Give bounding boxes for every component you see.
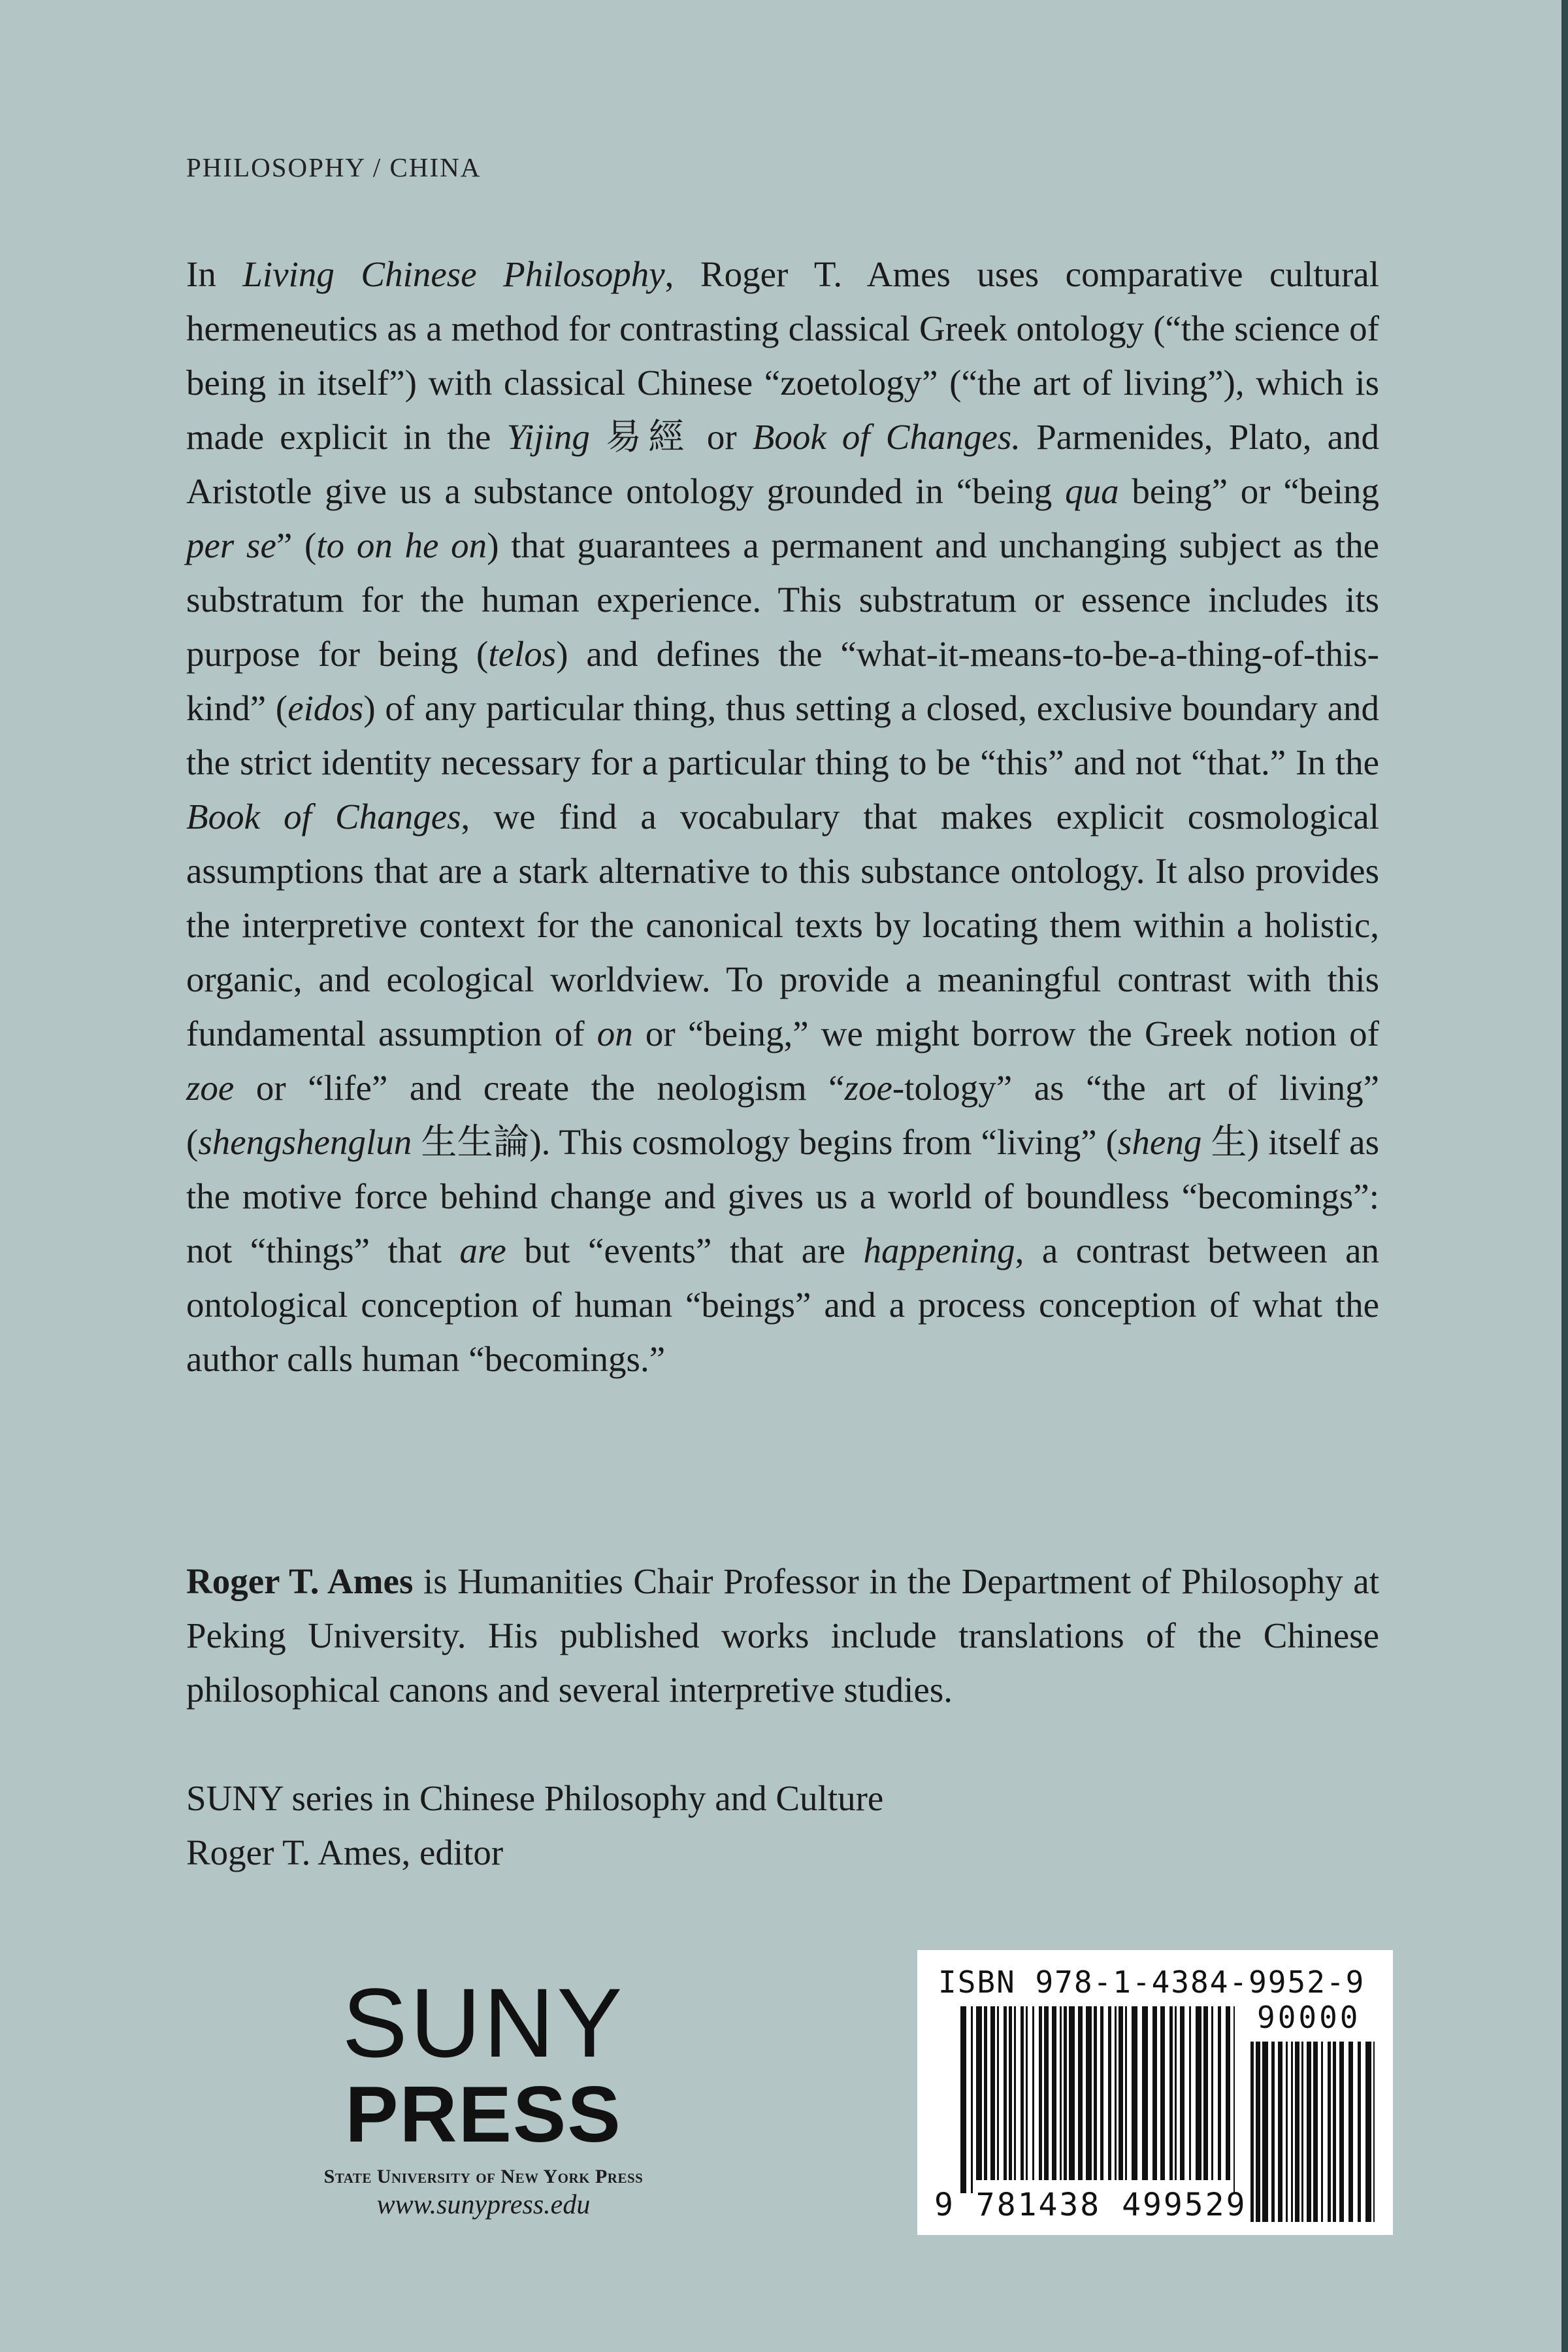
barcode-bar xyxy=(1348,2042,1353,2222)
barcode-bar xyxy=(1152,2006,1157,2180)
series-editor: Roger T. Ames, editor xyxy=(186,1832,504,1872)
barcode-bar xyxy=(1060,2006,1062,2180)
barcode-bar xyxy=(1313,2042,1318,2222)
barcode-bar xyxy=(1365,2042,1371,2222)
barcode-bar xyxy=(1044,2006,1049,2180)
barcode-bar xyxy=(1295,2042,1299,2222)
category-label: PHILOSOPHY / CHINA xyxy=(186,152,482,182)
barcode-bar xyxy=(1196,2006,1201,2180)
barcode-bar xyxy=(1218,2006,1221,2180)
publisher-logo xyxy=(297,1968,670,2221)
barcode-bar xyxy=(1119,2006,1123,2180)
barcode-panel xyxy=(917,1950,1393,2235)
logo-suny-text: SUNY xyxy=(342,1968,625,2078)
description-blurb: In Living Chinese Philosophy, Roger T. Ames uses comparative cultural hermeneutics as a method for contrasting classical Greek ontology (“the science of being in itself”) with classical Chinese “zoetology” (“the art of living”), which is made explicit in the Yijing 易經 or Book of Changes. Parmenides, Plato, and Aristotle give us a substance ontology grounded in “being qua being” or “being per se” (to on he on) that guarantees a permanent and unchanging subject as the substratum for the human experience. This substratum or essence includes its purpose for being (telos) and defines the “what-it-means-to-be-a-thing-of-this-kind” (eidos) of any particular thing, thus setting a closed, exclusive boundary and the strict identity necessary for a particular thing to be “this” and not “that.” In the Book of Changes, we find a vocabulary that makes explicit cosmological assumptions that are a stark alternative to this substance ontology. It also provides the interpretive context for the canonical texts by locating them within a holistic, organic, and ecological worldview. To provide a meaningful contrast with this fundamental assumption of on or “being,” we might borrow the Greek notion of zoe or “life” and create the neologism “zoe-tology” as “the art of living” (shengshenglun 生生論). This cosmology begins from “living” (sheng 生) itself as the motive force behind change and gives us a world of boundless “becomings”: not “things” that are but “events” that are happening, a contrast between an ontological conception of human “beings” and a process conception of what the author calls human “becomings.” xyxy=(186,254,1379,1379)
barcode-bar xyxy=(1052,2006,1056,2180)
barcode-bar xyxy=(1226,2006,1230,2180)
author-bio: Roger T. Ames is Humanities Chair Professor in the Department of Philosophy at Peking University. His published works include translations of the Chinese philosophical canons and several interpretive studies. xyxy=(186,1561,1379,1710)
barcode-bar xyxy=(997,2006,999,2180)
publisher-full-name: State University of New York Press xyxy=(323,2166,644,2187)
logo-press-text: PRESS xyxy=(345,2070,622,2159)
series-info xyxy=(186,1771,883,1880)
barcode-bar xyxy=(1086,2006,1092,2180)
barcode-bar xyxy=(1064,2006,1067,2180)
barcode-bar xyxy=(1301,2042,1303,2222)
barcode-bar xyxy=(1211,2006,1213,2180)
barcode-bar xyxy=(1262,2042,1268,2222)
barcode-bar xyxy=(1203,2006,1208,2180)
barcode-bar xyxy=(1256,2042,1260,2222)
barcode-bar xyxy=(1115,2006,1117,2180)
barcode-bar xyxy=(1180,2006,1184,2180)
series-name: SUNY series in Chinese Philosophy and Culture xyxy=(186,1778,884,1818)
isbn-text: ISBN 978-1-4384-9952-9 xyxy=(938,1964,1365,2000)
barcode-bar xyxy=(1014,2006,1016,2180)
barcode-bar xyxy=(971,2006,973,2193)
barcode-bar xyxy=(1373,2042,1375,2222)
barcode-bar xyxy=(1175,2006,1177,2180)
barcode-bar xyxy=(960,2006,966,2193)
spine-edge xyxy=(1561,0,1568,2352)
main-barcode-bars xyxy=(960,2006,1235,2193)
barcode-bar xyxy=(1132,2006,1137,2180)
barcode-bar xyxy=(1169,2006,1173,2180)
barcode-bar xyxy=(1094,2006,1097,2180)
barcode-bar xyxy=(990,2006,995,2180)
barcode-bar xyxy=(1339,2042,1344,2222)
barcode-bar xyxy=(1358,2042,1361,2222)
barcode-bar xyxy=(1009,2006,1012,2180)
barcode-bar xyxy=(1100,2006,1103,2180)
barcode-bar xyxy=(1021,2006,1024,2180)
barcode-bar xyxy=(1108,2006,1111,2180)
barcode-bar xyxy=(1142,2006,1148,2180)
barcode-bar xyxy=(1125,2006,1127,2180)
barcode-bar xyxy=(984,2006,987,2180)
barcode-bar xyxy=(1032,2006,1034,2180)
barcode-bar xyxy=(1271,2042,1275,2222)
barcode-bar xyxy=(1039,2006,1042,2180)
barcode-bar xyxy=(1286,2042,1288,2222)
addon-price-code: 90000 xyxy=(1257,2000,1361,2035)
barcode-bar xyxy=(1189,2006,1191,2180)
barcode-bar xyxy=(1291,2042,1293,2222)
addon-barcode-bars xyxy=(1250,2042,1375,2222)
barcode-bar xyxy=(1307,2042,1311,2222)
book-title: Living Chinese Philosophy xyxy=(242,254,665,294)
barcode-bar xyxy=(1278,2042,1282,2222)
barcode-bar xyxy=(1333,2042,1336,2222)
barcode-bar xyxy=(1160,2006,1165,2180)
barcode-bar xyxy=(1233,2006,1235,2193)
barcode-bar xyxy=(1078,2006,1083,2180)
barcode-bar xyxy=(1004,2006,1007,2180)
ean-digits: 9 781438 499529 xyxy=(934,2187,1247,2223)
publisher-url: www.sunypress.edu xyxy=(376,2190,591,2220)
barcode-bar xyxy=(1069,2006,1075,2180)
barcode-bar xyxy=(1321,2042,1323,2222)
barcode-bar xyxy=(1026,2006,1028,2180)
barcode-bar xyxy=(1328,2042,1331,2222)
barcode-bar xyxy=(1250,2042,1254,2222)
author-name: Roger T. Ames xyxy=(186,1561,414,1601)
barcode-bar xyxy=(976,2006,982,2180)
